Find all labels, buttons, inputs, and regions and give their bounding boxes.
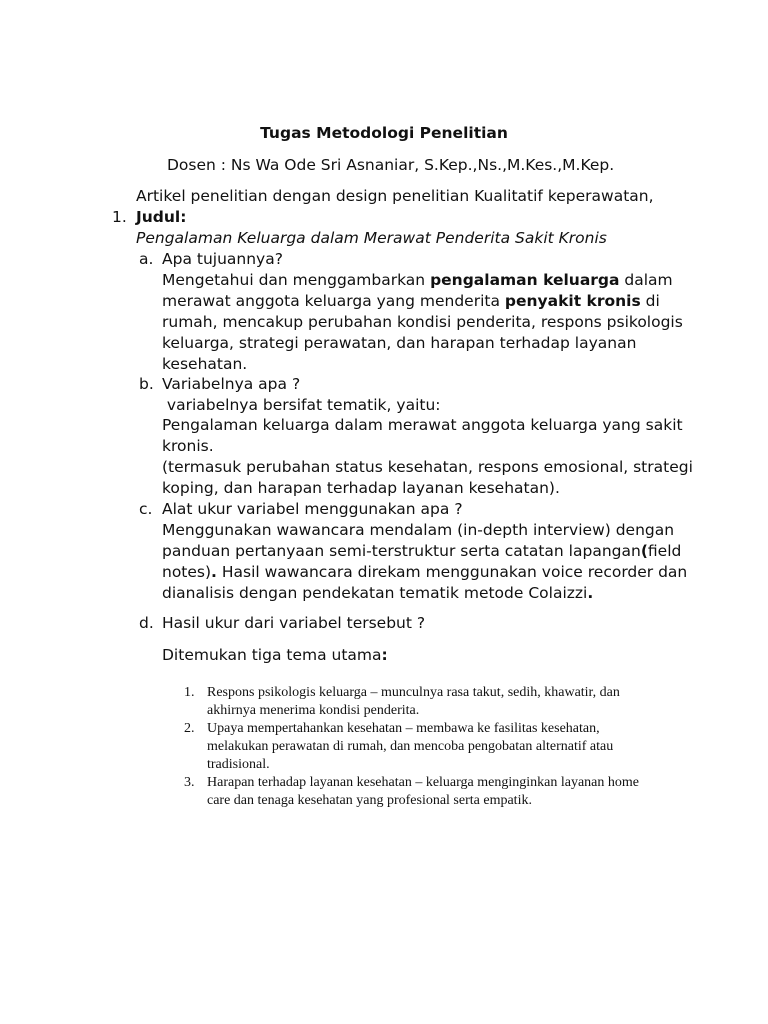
answer-a-line-2: merawat anggota keluarga yang menderita penyakit kronis di: [162, 292, 660, 310]
answer-b-line-5: koping, dan harapan terhadap layanan kesehatan).: [162, 479, 560, 497]
question-d: Hasil ukur dari variabel tersebut ?: [162, 614, 426, 632]
list-number-1: 1.: [112, 208, 127, 226]
intro-line: Artikel penelitian dengan design penelitian Kualitatif keperawatan,: [136, 187, 654, 205]
item-letter-c: c.: [139, 500, 153, 518]
answer-c-line-1: Menggunakan wawancara mendalam (in-depth interview) dengan: [162, 521, 675, 539]
theme-3-line-1: Harapan terhadap layanan kesehatan – keluarga menginginkan layanan home: [207, 775, 640, 790]
question-b: Variabelnya apa ?: [162, 375, 301, 393]
theme-number: 1.: [184, 685, 195, 700]
item-letter-a: a.: [139, 250, 154, 268]
theme-number: 2.: [184, 721, 195, 736]
question-c: Alat ukur variabel menggunakan apa ?: [162, 500, 463, 518]
answer-b-line-3: kronis.: [162, 437, 214, 455]
question-a: Apa tujuannya?: [162, 250, 283, 268]
answer-a-line-3: rumah, mencakup perubahan kondisi penderita, respons psikologis: [162, 313, 683, 331]
answer-c-line-2: panduan pertanyaan semi-terstruktur serta catatan lapangan(field: [162, 542, 682, 560]
document-title: Tugas Metodologi Penelitian: [260, 124, 508, 142]
answer-c-line-3: notes). Hasil wawancara direkam menggunakan voice recorder dan: [162, 563, 688, 581]
item-letter-d: d.: [139, 614, 154, 632]
answer-a-line-1: Mengetahui dan menggambarkan pengalaman keluarga dalam: [162, 271, 673, 289]
theme-2-line-1: Upaya mempertahankan kesehatan – membawa ke fasilitas kesehatan,: [207, 721, 600, 736]
answer-b-line-1: variabelnya bersifat tematik, yaitu:: [162, 396, 441, 414]
judul-label: Judul:: [136, 208, 187, 226]
themes-intro: Ditemukan tiga tema utama:: [162, 646, 388, 664]
judul-title: Pengalaman Keluarga dalam Merawat Penderita Sakit Kronis: [136, 229, 607, 247]
lecturer-line: Dosen : Ns Wa Ode Sri Asnaniar, S.Kep.,Ns.,M.Kes.,M.Kep.: [167, 156, 615, 174]
theme-number: 3.: [184, 775, 195, 790]
item-letter-b: b.: [139, 375, 154, 393]
answer-c-line-4: dianalisis dengan pendekatan tematik metode Colaizzi.: [162, 584, 594, 602]
answer-a-line-5: kesehatan.: [162, 355, 248, 373]
answer-b-line-2: Pengalaman keluarga dalam merawat anggota keluarga yang sakit: [162, 416, 683, 434]
theme-3-line-2: care dan tenaga kesehatan yang profesional serta empatik.: [207, 793, 532, 808]
answer-b-line-4: (termasuk perubahan status kesehatan, respons emosional, strategi: [162, 458, 693, 476]
theme-2-line-2: melakukan perawatan di rumah, dan mencoba pengobatan alternatif atau: [207, 739, 614, 754]
theme-2-line-3: tradisional.: [207, 757, 270, 772]
theme-1-line-1: Respons psikologis keluarga – munculnya rasa takut, sedih, khawatir, dan: [207, 685, 620, 700]
answer-a-line-4: keluarga, strategi perawatan, dan harapan terhadap layanan: [162, 334, 637, 352]
theme-1-line-2: akhirnya menerima kondisi penderita.: [207, 703, 420, 718]
